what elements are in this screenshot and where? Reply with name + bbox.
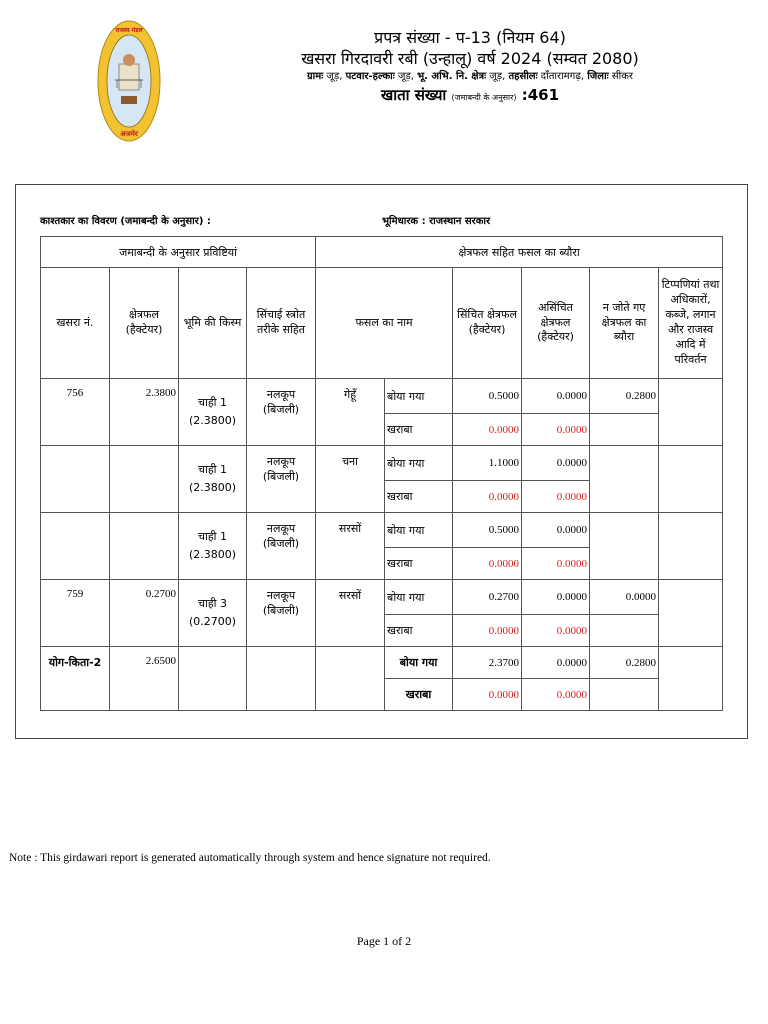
khata-label: खाता संख्या — [380, 86, 447, 105]
land-area: (2.3800) — [188, 481, 237, 494]
total-kharaba-irrigated: 0.0000 — [453, 679, 522, 711]
crop-cell: सरसों — [316, 580, 385, 647]
col-header-area: क्षेत्रफल (हैक्टेयर) — [110, 268, 179, 379]
total-area: 2.6500 — [110, 647, 179, 711]
khasra-cell — [41, 446, 110, 513]
khasra-cell: 759 — [41, 580, 110, 647]
district-label: जिलाः — [587, 71, 609, 83]
total-crop — [316, 647, 385, 711]
unirrigated-value: 0.0000 — [522, 446, 590, 481]
kharaba-irrigated: 0.0000 — [453, 481, 522, 513]
irrigation-cell: नलकूप (बिजली) — [247, 379, 316, 446]
kharaba-label: खराबा — [385, 548, 453, 580]
table-row — [41, 580, 723, 615]
remarks-cell — [659, 513, 723, 580]
land-type-cell — [179, 580, 247, 647]
kharaba-unsown — [590, 414, 659, 446]
unirrigated-value: 0.0000 — [522, 513, 590, 548]
district-value: सीकर — [611, 71, 633, 83]
total-kharaba-unirrigated: 0.0000 — [522, 679, 590, 711]
kharaba-unsown — [590, 615, 659, 647]
tehsil-value: दाँतारामगढ़, — [540, 71, 585, 83]
col-header-land-type: भूमि की किस्म — [179, 268, 247, 379]
total-unirrigated: 0.0000 — [522, 647, 590, 679]
sown-label: बोया गया — [385, 513, 453, 548]
bhu-label: भू. अभि. नि. क्षेत्रः — [417, 71, 487, 83]
kharaba-irrigated: 0.0000 — [453, 548, 522, 580]
col-header-crop: फसल का नाम — [316, 268, 453, 379]
kharaba-unirrigated: 0.0000 — [522, 615, 590, 647]
land-type: चाही 1 — [197, 530, 228, 544]
remarks-cell — [659, 446, 723, 513]
kharaba-irrigated: 0.0000 — [453, 615, 522, 647]
kharaba-irrigated: 0.0000 — [453, 414, 522, 446]
total-label: योग-किता-2 — [41, 647, 110, 711]
sown-label: बोया गया — [385, 580, 453, 615]
unsown-value — [590, 446, 659, 513]
unirrigated-value: 0.0000 — [522, 580, 590, 615]
crop-cell: सरसों — [316, 513, 385, 580]
col-header-irrigated: सिंचित क्षेत्रफल (हैक्टेयर) — [453, 268, 522, 379]
rajasthan-revenue-seal-icon — [97, 20, 161, 142]
col-header-khasra: खसरा नं. — [41, 268, 110, 379]
land-type: चाही 1 — [197, 463, 228, 477]
total-row — [41, 647, 723, 679]
svg-text:अजमेर: अजमेर — [120, 130, 138, 138]
table-row — [41, 446, 723, 481]
col-header-remarks: टिप्पणियां तथा अधिकारों, कब्जे, लगान और राजस्व आदि में परिवर्तन — [659, 268, 723, 379]
group-header-jamabandi: जमाबन्दी के अनुसार प्रविष्टियां — [41, 237, 316, 268]
area-cell — [110, 446, 179, 513]
patwar-value: जूड़, — [397, 71, 414, 83]
kharaba-label: खराबा — [385, 481, 453, 513]
irrigated-value: 1.1000 — [453, 446, 522, 481]
unsown-value — [590, 513, 659, 580]
remarks-cell — [659, 379, 723, 446]
khata-note: (जमाबन्दी के अनुसार) — [451, 93, 517, 103]
total-sown-label: बोया गया — [385, 647, 453, 679]
total-remarks — [659, 647, 723, 711]
report-header — [240, 28, 700, 104]
land-type-cell — [179, 513, 247, 580]
irrigated-value: 0.2700 — [453, 580, 522, 615]
total-land-type — [179, 647, 247, 711]
area-cell: 2.3800 — [110, 379, 179, 446]
land-area: (0.2700) — [188, 615, 237, 628]
irrigation-cell: नलकूप (बिजली) — [247, 580, 316, 647]
remarks-cell — [659, 580, 723, 647]
report-title: खसरा गिरदावरी रबी (उन्हालू) वर्ष 2024 (सम्वत 2080) — [301, 49, 639, 69]
village-label: ग्रामः — [307, 71, 324, 83]
landholder: भूमिधारक : राजस्थान सरकार — [382, 216, 491, 227]
col-header-unsown: न जोते गए क्षेत्रफल का ब्यौरा — [590, 268, 659, 379]
tehsil-label: तहसीलः — [508, 71, 538, 83]
col-header-unirrigated: असिंचित क्षेत्रफल (हैक्टेयर) — [522, 268, 590, 379]
kharaba-unirrigated: 0.0000 — [522, 414, 590, 446]
crop-cell: गेहूँ — [316, 379, 385, 446]
land-area: (2.3800) — [188, 548, 237, 561]
irrigation-cell: नलकूप (बिजली) — [247, 513, 316, 580]
kharaba-unirrigated: 0.0000 — [522, 481, 590, 513]
khasra-cell: 756 — [41, 379, 110, 446]
sown-label: बोया गया — [385, 446, 453, 481]
irrigated-value: 0.5000 — [453, 513, 522, 548]
total-unsown: 0.2800 — [590, 647, 659, 679]
land-type-cell — [179, 379, 247, 446]
sown-label: बोया गया — [385, 379, 453, 414]
land-type-cell — [179, 446, 247, 513]
total-irrigation — [247, 647, 316, 711]
total-irrigated: 2.3700 — [453, 647, 522, 679]
crop-cell: चना — [316, 446, 385, 513]
land-type: चाही 3 — [197, 597, 228, 611]
land-area: (2.3800) — [188, 414, 237, 427]
group-header-crop-details: क्षेत्रफल सहित फसल का ब्यौरा — [316, 237, 723, 268]
kharaba-unirrigated: 0.0000 — [522, 548, 590, 580]
form-title: प्रपत्र संख्या - प-13 (नियम 64) — [374, 28, 566, 47]
cultivator-details: काश्तकार का विवरण (जमाबन्दी के अनुसार) : — [40, 216, 211, 227]
svg-text:राजस्व मंडल: राजस्व मंडल — [115, 27, 143, 34]
area-cell: 0.2700 — [110, 580, 179, 647]
khasra-cell — [41, 513, 110, 580]
girdawari-table — [40, 236, 723, 711]
table-row — [41, 513, 723, 548]
footer-note: Note : This girdawari report is generated automatically through system and hence signature not required. — [9, 852, 491, 864]
total-kharaba-label: खराबा — [385, 679, 453, 711]
khata-number: :461 — [521, 86, 560, 105]
bhu-value: जूड़, — [489, 71, 506, 83]
kharaba-label: खराबा — [385, 414, 453, 446]
irrigation-cell: नलकूप (बिजली) — [247, 446, 316, 513]
irrigated-value: 0.5000 — [453, 379, 522, 414]
total-kharaba-unsown — [590, 679, 659, 711]
patwar-label: पटवार-हल्काः — [345, 71, 395, 83]
unsown-value: 0.2800 — [590, 379, 659, 414]
location-line — [240, 71, 700, 83]
unsown-value: 0.0000 — [590, 580, 659, 615]
khata-line — [240, 86, 700, 104]
kharaba-label: खराबा — [385, 615, 453, 647]
page-number: Page 1 of 2 — [356, 934, 412, 948]
area-cell — [110, 513, 179, 580]
unirrigated-value: 0.0000 — [522, 379, 590, 414]
col-header-irrigation: सिंचाई स्त्रोत तरीके सहित — [247, 268, 316, 379]
table-row — [41, 379, 723, 414]
village-value: जूड़, — [326, 71, 343, 83]
land-type: चाही 1 — [197, 396, 228, 410]
